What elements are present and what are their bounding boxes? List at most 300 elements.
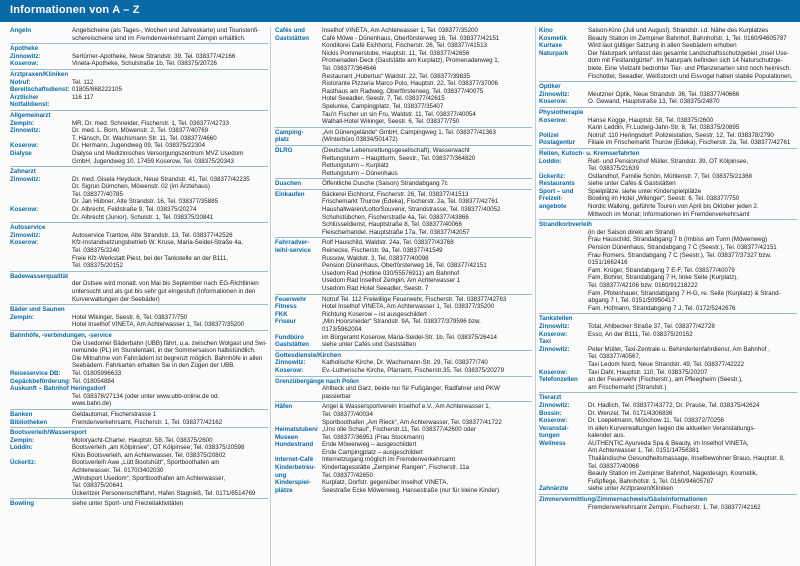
row-label <box>275 111 322 119</box>
row-text: abgang 7 I, Tel. 0151/50950417 <box>588 297 675 305</box>
row-label <box>10 198 72 206</box>
info-row <box>539 173 797 181</box>
row-text: Rolf Hauschild, Waldstr. 24a, Tel. 038377/43768 <box>322 239 454 247</box>
row-text: Freie Kfz-Werkstatt Piest, bei der Tankstelle an der B111, <box>72 254 229 262</box>
row-text: Mittwoch im Monat; Informationen im Fremdenverkehrsamt <box>588 210 750 218</box>
info-row <box>275 239 532 247</box>
info-section <box>275 27 532 126</box>
row-label <box>10 393 72 401</box>
info-row <box>275 456 532 464</box>
info-row <box>275 221 532 229</box>
info-section <box>539 27 797 80</box>
section-divider <box>10 110 268 111</box>
row-label: Koserow: <box>275 366 304 374</box>
info-row <box>10 370 268 378</box>
row-text: Ende Möwenweg – ausgeschildert <box>322 441 417 449</box>
row-label: Fahrradver- <box>275 239 310 247</box>
row-label <box>10 321 72 329</box>
row-label: Veranstal- <box>539 424 569 432</box>
row-label: Koserow: <box>10 142 39 150</box>
info-section <box>10 427 268 497</box>
info-row <box>539 447 797 455</box>
info-row <box>10 482 268 490</box>
row-text: Tel. 018054884 <box>72 377 115 385</box>
info-row <box>275 472 532 480</box>
row-label <box>10 214 72 222</box>
row-text: Bäckerei Eichhorst, Fischerstr. 26, Tel. 038377/41513 <box>322 190 469 198</box>
row-label <box>10 255 72 263</box>
row-label <box>539 470 588 478</box>
info-row <box>10 296 268 304</box>
row-text: Achterwasser, Tel. 0170/3402030 <box>72 467 164 475</box>
row-text: Vineta-Apotheke, Schulstraße 1b, Tel. 038375/20726 <box>72 60 217 68</box>
row-text: Ückeritzer Personenschifffahrt, Hafen Stagnieß, Tel. 0171/6514769 <box>72 489 256 497</box>
row-text: Tel. 038375/20152 <box>72 262 123 270</box>
row-text: Dr. Albrecht (Junior), Schulstr. 1, Tel. 038375/20841 <box>72 213 214 221</box>
row-label: Zinnowitz: <box>10 175 41 183</box>
section-divider <box>275 376 532 377</box>
row-text: Kurverwaltungen der Seebäder) <box>72 295 160 303</box>
info-row <box>275 129 532 137</box>
row-label <box>275 88 322 96</box>
row-text: Reit- und Pensionshof Müller, Strandstr. 39, OT Kölpinsee, <box>588 157 749 165</box>
row-text: Hotel Seeadler, Seestr. 7, Tel. 038377/42615 <box>322 95 445 103</box>
info-section <box>275 237 532 292</box>
row-text: 116 117 <box>72 93 94 101</box>
info-section <box>10 222 268 270</box>
row-label <box>275 385 322 393</box>
info-row <box>539 331 797 339</box>
row-label <box>10 355 72 363</box>
row-label <box>539 463 588 471</box>
row-text: im Bürgeramt Koserow, Maria-Seidel-Str. 1b, Tel. 038375/26414 <box>322 333 497 341</box>
row-label: Naturpark <box>539 49 569 57</box>
info-row <box>10 239 268 247</box>
row-label <box>275 270 322 278</box>
row-text: Rasthaus am Radweg, Oberförsterweg, Tel. 038377/40075 <box>322 87 484 95</box>
row-label <box>10 280 72 288</box>
info-section <box>539 392 797 493</box>
row-label: Duschen <box>275 180 302 188</box>
row-text: Der Naturpark umfasst das gesamte Landschaftsschutzgebiet „Insel Use- <box>588 49 789 57</box>
info-row <box>539 485 797 493</box>
row-label <box>539 244 588 252</box>
row-label: Koserow: <box>10 239 39 247</box>
row-label <box>10 288 72 296</box>
info-row <box>275 403 532 411</box>
info-row <box>275 170 532 178</box>
row-label <box>10 475 72 483</box>
info-row <box>10 94 268 109</box>
info-row <box>539 297 797 305</box>
row-text: Dr. Loepelmann, Mönchow 11, Tel. 038372/70256 <box>588 417 724 425</box>
row-text: Rettungsturm – Hauptturm, Seestr., Tel. 038377/364820 <box>322 154 476 162</box>
info-row <box>10 262 268 270</box>
section-divider <box>275 178 532 179</box>
row-label: Restaurants <box>539 180 575 188</box>
row-label <box>275 214 322 222</box>
section-title: Zahnarzt <box>10 168 36 176</box>
section-title: Gottesdienste/Kirchen <box>275 351 342 359</box>
row-text: Restaurant „Hubertus“ Waldstr. 22, Tel. 038377/39835 <box>322 72 470 80</box>
row-label <box>275 206 322 214</box>
info-row <box>539 188 797 196</box>
row-text: Tel. 038375/2240 <box>72 247 120 255</box>
row-text: Schlüsseldienst, Hauptstraße 8, Tel. 038377/40066 <box>322 221 462 229</box>
row-text: Ostlandhof, Familie Schön, Mühlenstr. 7, Tel. 038375/21368 <box>588 172 752 180</box>
info-section <box>539 148 797 218</box>
info-row <box>275 147 532 155</box>
row-text <box>674 338 797 346</box>
info-row <box>10 35 268 43</box>
row-label <box>539 124 588 132</box>
info-row <box>275 464 532 472</box>
row-text: Taxi Dahl, Hauptstr. 110, Tel. 038375/20207 <box>588 368 708 376</box>
row-text: Tau'n Fischer un sin Fru, Waldstr. 11, Tel. 038377/40054 <box>322 110 476 118</box>
section-divider <box>539 219 797 220</box>
row-text: Tel. 038375/21639 <box>588 165 639 173</box>
info-row <box>275 487 532 495</box>
info-row <box>10 135 268 143</box>
row-label: Häfen <box>275 403 293 411</box>
row-label <box>10 247 72 255</box>
row-text: Bootsverleih „am Kölpinsee“, OT Kölpinsee; Tel. 038375/20598 <box>72 444 245 452</box>
info-row <box>10 27 268 35</box>
row-label <box>10 158 72 166</box>
info-row <box>275 449 532 457</box>
column-left <box>10 27 268 566</box>
row-label <box>275 65 322 73</box>
row-label <box>539 65 588 73</box>
row-label: Sport – und <box>539 187 574 195</box>
info-row <box>539 124 797 132</box>
row-text: Richtung Koserow – ist ausgeschildert <box>322 310 427 318</box>
row-text: Peter Müller, Taxi-Zentrale u. Behindertenfahrdienst, Am Bahnhof , <box>588 345 770 353</box>
row-text: Tel. 038375/20641 <box>72 482 123 490</box>
row-text: Tel. 038378/27134 (oder unter www.ubb-online.de od. <box>72 392 220 400</box>
row-label: Tierarzt <box>539 394 562 402</box>
info-row <box>539 361 797 369</box>
info-row <box>275 35 532 43</box>
row-label <box>539 236 588 244</box>
info-section <box>539 107 797 147</box>
row-text: Am Achterwasser 1, Tel. 0151/14756381 <box>588 447 699 455</box>
row-label <box>539 290 588 298</box>
row-label <box>10 490 72 498</box>
row-label <box>539 384 588 392</box>
info-section <box>10 330 268 408</box>
row-text: untersucht und als gut bis sehr gut eingestuft (Informationen in den <box>72 288 256 295</box>
info-row <box>10 437 268 445</box>
row-text: (Deutsche Lebensrettungsgesellschaft), Wasserwacht <box>322 146 470 154</box>
row-label <box>275 57 322 65</box>
row-label <box>539 455 588 463</box>
row-text: Katholische Kirche, Dr. Wachsmann-Str. 29, Tel. 038377/740 <box>322 359 488 367</box>
info-row <box>275 65 532 73</box>
info-section <box>275 189 532 237</box>
row-label: Internet-Café <box>275 456 314 464</box>
row-text: Tel. 038377/364646 <box>322 64 377 72</box>
row-text: Die Mitnahme von Fahrrädern ist begrenzt möglich. Bahnhöfe in allen <box>72 354 263 362</box>
row-label: Reiseservice DB: <box>10 369 61 377</box>
row-text: Fam. Krüger, Strandabgang 7 E-F, Tel. 038377/40079 <box>588 266 735 274</box>
row-text: Beauty Station im Zempiner Bahnhof, Bahnhofstr. 1, Tel. 0160/94605787 <box>588 34 787 42</box>
row-text: siehe unter Cafés & Gaststätten <box>588 180 676 188</box>
section-divider <box>10 330 268 331</box>
row-text: Tel. 038377/36951 (Frau Stockmann) <box>322 433 425 441</box>
info-row <box>539 35 797 43</box>
row-label <box>539 504 588 512</box>
info-row <box>10 60 268 68</box>
row-label <box>275 262 322 270</box>
row-text: GmbH, Jugendweg 10, 17459 Koserow, Tel. 038375/20343 <box>72 157 234 165</box>
section-divider <box>539 107 797 108</box>
info-row <box>275 326 532 334</box>
info-row <box>275 214 532 222</box>
info-row <box>539 42 797 50</box>
info-row <box>10 411 268 419</box>
row-label: Zinnowitz: <box>539 322 570 330</box>
row-label: Zahnärzte <box>539 485 569 493</box>
section-divider <box>10 43 268 44</box>
row-text: Internetzugang möglich im Fremdenverkehrsamt <box>322 456 456 464</box>
row-text: Fremdenverkehrsamt, Fischerstr. 1, Tel. 038377/42162 <box>72 418 223 426</box>
row-label: Bowling <box>10 500 35 508</box>
section-divider <box>275 189 532 190</box>
row-label: Koserow: <box>10 206 39 214</box>
info-row <box>275 393 532 401</box>
row-label: ung <box>275 471 287 479</box>
row-text: Tel. 038377/42106 bzw. 0160/91218222 <box>588 282 698 289</box>
info-row <box>275 296 532 304</box>
info-row <box>539 338 797 346</box>
info-row <box>539 132 797 140</box>
row-label: plätze <box>275 486 293 494</box>
row-label: Koserow: <box>539 417 568 425</box>
row-label: leih/-service <box>275 247 311 255</box>
row-label <box>539 229 588 237</box>
info-row <box>275 334 532 342</box>
row-label: Postagentur <box>539 139 576 147</box>
info-row <box>10 142 268 150</box>
row-label: Kinderbetreu- <box>275 464 316 472</box>
row-text: Fleischerhandel, Hauptstraße 17a, Tel. 038377/42057 <box>322 228 470 236</box>
info-row <box>539 455 797 463</box>
row-label: Gepäckbeförderung: <box>10 377 71 385</box>
row-text: Karin Leddin, Fr.Ludwig-Jahn-Str. 8, Tel. 038375/20895 <box>588 124 740 132</box>
section-divider <box>275 237 532 238</box>
section-divider <box>275 294 532 295</box>
row-label: Gaststätten <box>275 341 310 349</box>
row-text: 01805/868222105 <box>72 86 122 94</box>
column-middle <box>275 27 532 566</box>
info-row <box>10 176 268 184</box>
row-text: Usedom Rad Hotel Seeadler, Seestr. 7 <box>322 285 429 292</box>
row-label: Banken <box>10 410 33 418</box>
section-divider <box>10 271 268 272</box>
row-text: Tel. 038377/42650 <box>322 471 373 479</box>
info-row <box>275 255 532 263</box>
row-label <box>275 277 322 285</box>
row-text: Fischotter, Seeadler, Weißstorch und Eisvogel haben stabile Populationen. <box>588 72 793 80</box>
row-label: Zinnowitz: <box>539 90 570 98</box>
info-row <box>275 341 532 349</box>
row-text: Rettungsturm – Kurplatz <box>322 162 389 170</box>
row-text: Seebädern. Fahrkarten erhalten Sie in den Zügen der UBB. <box>72 362 236 370</box>
row-label: Zinnowitz: <box>10 127 41 135</box>
row-text: Motoryacht-Charter, Hauptstr. 58, Tel. 038375/2600 <box>72 436 213 444</box>
row-text: Ristorante Pizzeria Marco Polo, Hauptstr. 22, Tel. 038377/37006 <box>322 80 498 88</box>
info-row <box>10 53 268 61</box>
row-label <box>10 135 72 143</box>
info-section <box>275 376 532 401</box>
info-row <box>10 400 268 408</box>
row-label <box>275 419 322 427</box>
row-text: Kurplatz, Dorfstr. gegenüber Inselhof VINETA, <box>322 479 449 487</box>
row-label: Zinnowitz: <box>10 231 41 239</box>
row-text: Die Usedomer Bäderbahn (UBB) fährt, u.a. zwischen Wolgast und Swi- <box>72 339 267 347</box>
row-label: Kino <box>539 27 553 34</box>
info-row <box>539 504 797 512</box>
section-divider <box>539 392 797 393</box>
info-row <box>275 367 532 375</box>
row-label: Zinnowitz: <box>10 52 41 60</box>
row-text: Inselhof VINETA, Am Achterwasser 1, Tel. 038377/35200 <box>322 27 478 34</box>
row-text: siehe unter Sport- und Freizeitaktivitäten <box>72 500 184 508</box>
info-section <box>275 127 532 144</box>
row-text: Seestraße Ecke Möwenweg, Hansestraße (nur für kleine Kinder) <box>322 486 500 494</box>
info-row <box>10 206 268 214</box>
info-row <box>10 120 268 128</box>
row-label <box>275 221 322 229</box>
section-divider <box>539 81 797 82</box>
row-label <box>539 211 588 219</box>
info-row <box>10 355 268 363</box>
row-text: Fam. Hofmann, Strandabgang 7 J, Tel. 0172/5242676 <box>588 304 736 312</box>
page-title: Informationen von A – Z <box>10 4 140 16</box>
row-label <box>275 80 322 88</box>
section-title: Zimmervermittlung/Zimmernachweis/Gästeinformationen <box>539 496 708 504</box>
row-label: Heimatstuben/ <box>275 426 318 434</box>
info-section <box>539 219 797 312</box>
row-text: In allen Kurverwaltungen liegen die aktuellen Veranstaltungs- <box>588 424 756 432</box>
row-label: tungen <box>539 432 560 440</box>
row-label: Friseur <box>275 318 296 326</box>
row-text: Dr. med. Gisela Heyduck, Neue Strandstr. 41, Tel. 038377/42235 <box>72 175 250 183</box>
section-divider <box>10 304 268 305</box>
info-row <box>539 158 797 166</box>
info-section <box>10 166 268 221</box>
section-title: Bootsverleih/Wassersport <box>10 429 87 437</box>
row-text: Nordic Walking, geführte Touren von April bis Oktober jeden 2. <box>588 203 759 211</box>
row-text <box>679 394 797 402</box>
info-row <box>275 206 532 214</box>
row-label: Freizeit- <box>539 195 563 203</box>
row-label <box>10 296 72 304</box>
row-text: Esso, An der B111, Tel. 038375/20152 <box>588 330 693 338</box>
row-label <box>539 353 588 361</box>
column-right <box>539 27 797 566</box>
section-divider <box>10 166 268 167</box>
info-row <box>275 118 532 126</box>
row-text: (in der Saison direkt am Strand) <box>588 228 676 236</box>
info-row <box>10 490 268 498</box>
row-text: Angel & Wassersportverein Inselhof e.V., Am Achterwasser 1, <box>322 403 491 411</box>
section-title: Strandkorbverleih <box>539 221 592 229</box>
section-divider <box>10 498 268 499</box>
section-title: Optiker <box>539 83 561 91</box>
row-label <box>10 362 72 370</box>
row-text: Russow, Waldstr. 3, Tel. 038377/40098 <box>322 254 429 262</box>
section-title: Autoservice <box>10 224 46 232</box>
row-label: Loddin: <box>10 444 33 452</box>
info-row <box>10 419 268 427</box>
row-text: Tel. 038377/40066 <box>588 462 639 470</box>
section-title: Bäder und Saunen <box>10 306 65 314</box>
row-label <box>275 411 322 419</box>
row-label: Zinnowitz: <box>539 401 570 409</box>
info-row <box>275 270 532 278</box>
info-row <box>10 393 268 401</box>
info-row <box>10 347 268 355</box>
info-row <box>10 475 268 483</box>
info-row <box>539 402 797 410</box>
info-row <box>539 117 797 125</box>
info-row <box>10 385 268 393</box>
row-text: Notruf Tel. 112 Freiwillige Feuerwehr, Fischerstr. Tel. 038377/42763 <box>322 295 507 303</box>
row-text: an der Feuerwehr (Fischerstr.), am Pfleegheim (Seestr.), <box>588 376 743 384</box>
row-label <box>275 118 322 126</box>
info-row <box>539 417 797 425</box>
row-text: Hotel Inselhof VINETA, Am Achterwasser 1, Tel. 038377/35200 <box>72 321 245 329</box>
info-row <box>275 111 532 119</box>
row-text: Bootsverleih Awe „Lütt Bootshütt“, Sportboothafen am <box>72 459 220 467</box>
info-row <box>275 441 532 449</box>
column-divider <box>535 27 536 566</box>
row-label: Koserow: <box>539 116 568 124</box>
row-label: Wellness <box>539 439 566 447</box>
info-row <box>539 195 797 203</box>
info-row <box>275 262 532 270</box>
info-row <box>539 165 797 173</box>
row-text: Schuhstübchen, Fischerstraße 4a, Tel. 038377/43866 <box>322 213 469 221</box>
info-row <box>539 323 797 331</box>
row-text: Dr. Sigrun Dümchen, Möwenstr. 02 (im Ärztehaus) <box>72 183 210 191</box>
row-text: www.bahn.de) <box>72 400 112 408</box>
row-text: Angelscheine (als Tages-, Wochen und Jahreskarte) und Touristenfi- <box>72 27 260 34</box>
row-text: Tel. 112 <box>72 78 94 86</box>
row-text: Spelunke, Campingplatz, Tel. 038377/35407 <box>322 102 444 110</box>
row-label: Zempin: <box>10 313 35 321</box>
info-section <box>10 110 268 165</box>
row-text: Sertürner-Apotheke, Neue Strandstr. 39, Tel. 038377/42166 <box>72 52 236 60</box>
row-text: Notruf: 110 Heringsdorf: Polizeistation, Seestr. 12, Tel. 038378/2790 <box>588 131 774 139</box>
row-label: Notruf: <box>10 78 31 86</box>
row-label <box>275 255 322 263</box>
row-label: Fitness <box>275 303 297 311</box>
info-section <box>539 81 797 106</box>
info-row <box>539 211 797 219</box>
row-text: Haushaltwaren/Lotto/Souvenir, Strandstrasse, Tel. 038377/40052 <box>322 206 501 214</box>
info-row <box>10 452 268 460</box>
row-label <box>275 95 322 103</box>
row-text: Frau Romers, Strandabgang 7 C (Seestr.), Tel. 038377/37327 bzw. <box>588 251 772 259</box>
info-row <box>275 229 532 237</box>
row-text: siehe unter Arztpraxen/Kliniken <box>588 485 674 493</box>
row-label: Koserow: <box>10 60 39 68</box>
section-title: Badewasserqualität <box>10 272 69 280</box>
row-label: Camping- <box>275 128 304 136</box>
